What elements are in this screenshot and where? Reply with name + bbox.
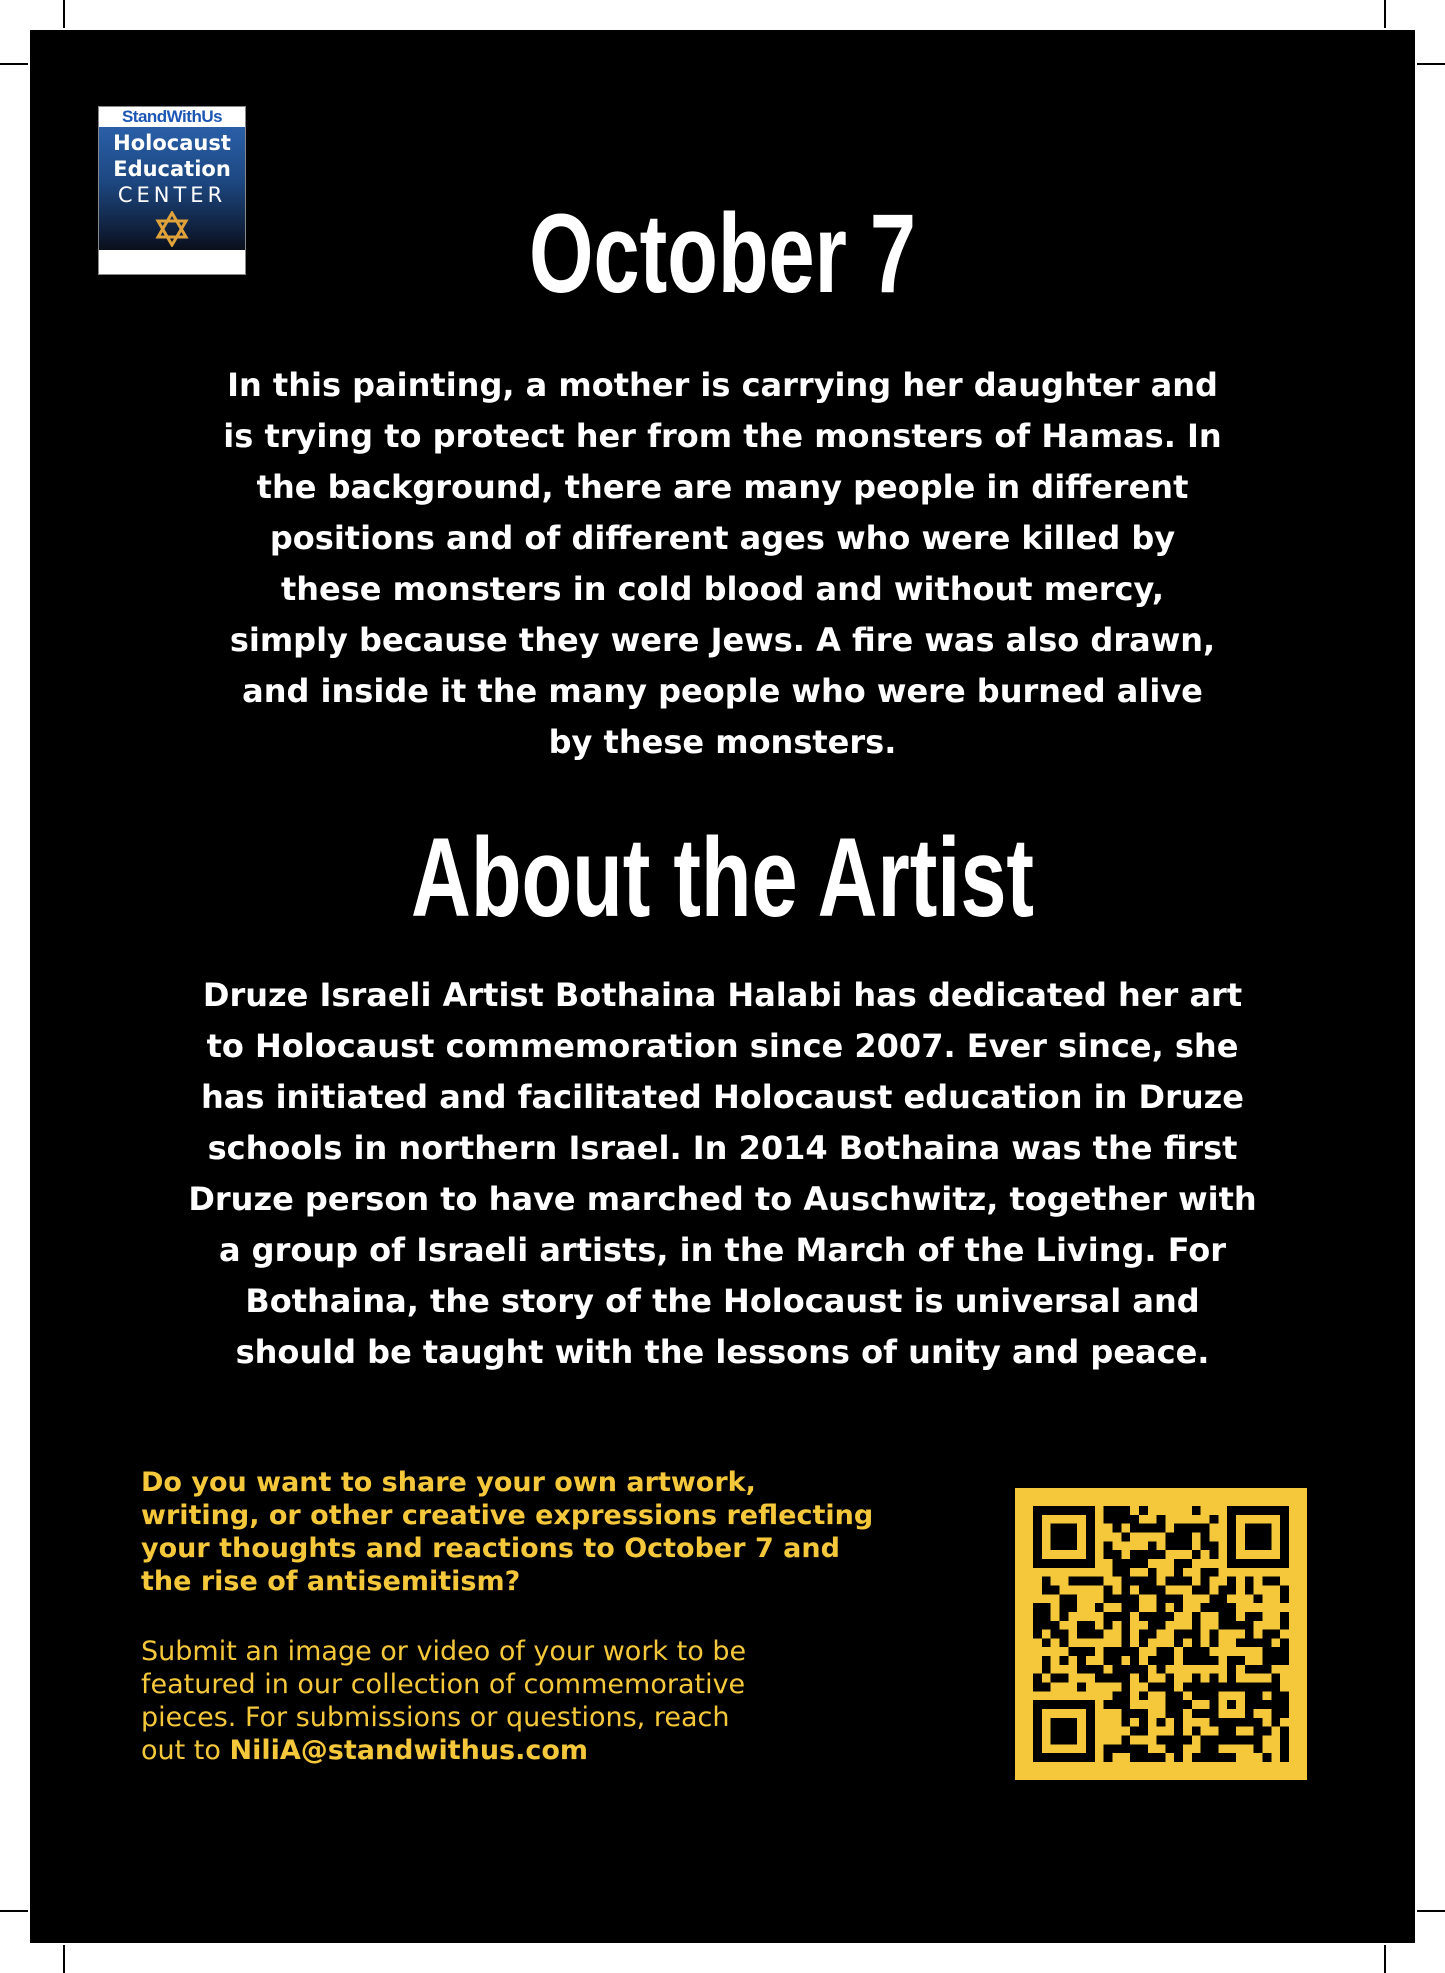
crop-mark-top-left	[63, 0, 65, 28]
submission-line: Submit an image or video of your work to be	[141, 1636, 747, 1667]
heading-october-7: October 7	[529, 191, 916, 316]
email-link[interactable]: NiliA@standwithus.com	[229, 1735, 589, 1766]
description-line: positions and of different ages who were killed by	[269, 519, 1176, 557]
description-line: the background, there are many people in different	[256, 468, 1189, 506]
crop-mark-top-right	[1384, 0, 1386, 28]
logo-org-name: StandWithUs	[99, 107, 245, 127]
qr-code[interactable]	[1015, 1488, 1307, 1780]
bio-line: to Holocaust commemoration since 2007. Ever since, she	[206, 1027, 1239, 1065]
call-to-action	[141, 1466, 1021, 1598]
bio-line: Druze person to have marched to Auschwitz, together with	[188, 1180, 1257, 1218]
bio-line: should be taught with the lessons of unity and peace.	[235, 1333, 1210, 1371]
heading-about-the-artist: About the Artist	[410, 815, 1035, 940]
description-line: and inside it the many people who were burned alive	[242, 672, 1203, 710]
star-of-david-icon	[154, 211, 190, 247]
artist-bio	[100, 970, 1345, 1378]
description-line: simply because they were Jews. A fire was also drawn,	[229, 621, 1216, 659]
submission-line: pieces. For submissions or questions, reach	[141, 1702, 730, 1733]
cta-line: writing, or other creative expressions reflecting	[141, 1500, 874, 1531]
crop-mark-bottom-left	[63, 1945, 65, 1973]
submission-prefix: out to	[141, 1735, 230, 1766]
description-line: by these monsters.	[548, 723, 897, 761]
painting-description	[130, 360, 1315, 768]
cta-line: your thoughts and reactions to October 7 and	[141, 1533, 840, 1564]
crop-mark-top-right-h	[1417, 63, 1445, 65]
logo-line-holocaust: Holocaust	[113, 131, 231, 155]
bio-line: schools in northern Israel. In 2014 Bothaina was the first	[207, 1129, 1238, 1167]
bio-line: Druze Israeli Artist Bothaina Halabi has dedicated her art	[202, 976, 1243, 1014]
bio-line: a group of Israeli artists, in the March of the Living. For	[218, 1231, 1227, 1269]
submission-info	[141, 1635, 1021, 1767]
bio-line: has initiated and facilitated Holocaust education in Druze	[201, 1078, 1244, 1116]
description-line: is trying to protect her from the monsters of Hamas. In	[223, 417, 1222, 455]
crop-mark-bottom-right	[1384, 1945, 1386, 1973]
crop-mark-top-left-h	[0, 63, 28, 65]
description-line: In this painting, a mother is carrying her daughter and	[227, 366, 1218, 404]
cta-line: the rise of antisemitism?	[141, 1566, 521, 1597]
logo-line-center: CENTER	[117, 183, 227, 207]
description-line: these monsters in cold blood and without mercy,	[280, 570, 1165, 608]
logo-line-education: Education	[113, 157, 231, 181]
qr-code-icon	[1033, 1506, 1289, 1762]
crop-mark-bottom-right-h	[1417, 1910, 1445, 1912]
submission-line: featured in our collection of commemorative	[141, 1669, 746, 1700]
crop-mark-bottom-left-h	[0, 1910, 28, 1912]
submission-line-last	[141, 1734, 1021, 1767]
bio-line: Bothaina, the story of the Holocaust is universal and	[245, 1282, 1200, 1320]
cta-line: Do you want to share your own artwork,	[141, 1467, 756, 1498]
